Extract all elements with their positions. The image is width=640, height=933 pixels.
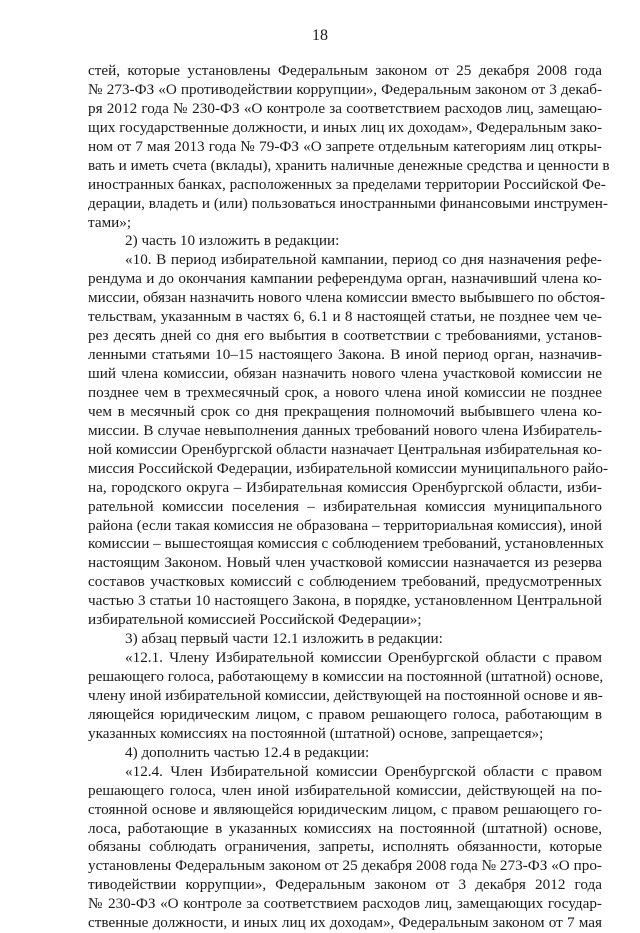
text-line: «10. В период избирательной кампании, период со дня назначения рефе-: [125, 251, 602, 269]
text-line: 3) абзац первый части 12.1 изложить в редакции:: [125, 630, 443, 648]
text-line: тиводействии коррупции», Федеральным законом от 3 декабря 2012 года: [88, 876, 602, 894]
text-line: № 230-ФЗ «О контроле за соответствием расходов лиц, замещающих государ-: [88, 895, 602, 913]
text-line: стей, которые установлены Федеральным законом от 25 декабря 2008 года: [88, 62, 602, 79]
text-line: ственные должности, и иных лиц их доходам», Федеральным законом от 7 мая: [88, 914, 602, 932]
text-line: дерации, владеть и (или) пользоваться иностранными финансовыми инструмен-: [88, 194, 608, 212]
text-line: ляющейся юридическим лицом, с правом решающего голоса, работающим в: [88, 705, 602, 723]
text-line: ший члена комиссии, обязан назначить нового члена участковой комиссии не: [88, 365, 602, 382]
text-line: района (если такая комиссия не образована – территориальная комиссия), иной: [88, 516, 602, 534]
text-line: на, городского округа – Избирательная комиссия Оренбургской области, изби-: [88, 478, 602, 496]
text-line: ленными статьями 10–15 настоящего Закона. В иной период орган, назначив-: [88, 346, 602, 364]
text-line: «12.4. Член Избирательной комиссии Оренбургской области с правом: [125, 762, 602, 780]
text-line: ря 2012 года № 230-ФЗ «О контроле за соответствием расходов лиц, замещаю-: [88, 99, 602, 117]
text-line: обязаны соблюдать ограничения, запреты, исполнять обязанности, которые: [88, 838, 602, 856]
text-line: стоянной основе и являющейся юридическим лицом, с правом решающего го-: [88, 800, 602, 818]
text-line: указанных комиссиях на постоянной (штатной) основе, запрещается»;: [88, 724, 544, 742]
text-line: составов участковых комиссий с соблюдением требований, предусмотренных: [88, 573, 602, 591]
text-line: иностранных банках, расположенных за пределами территории Российской Фе-: [88, 175, 606, 193]
text-line: 2) часть 10 изложить в редакции:: [125, 232, 340, 250]
text-line: комиссии – вышестоящая комиссия с соблюдением требований, установленных: [88, 535, 604, 553]
text-line: лоса, работающие в указанных комиссиях на постоянной (штатной) основе,: [88, 819, 602, 837]
text-line: миссия Российской Федерации, избирательной комиссии муниципального райо-: [88, 459, 609, 477]
text-line: настоящим Законом. Новый член участковой комиссии назначается из резерва: [88, 554, 602, 572]
text-line: рательной комиссии поселения – избирательная комиссия муниципального: [88, 497, 602, 515]
text-line: тельствам, указанным в частях 6, 6.1 и 8 настоящей статьи, не позднее чем че-: [88, 308, 602, 326]
text-line: тами»;: [88, 213, 132, 231]
text-line: миссии. В случае невыполнения данных требований нового члена Избиратель-: [88, 421, 602, 439]
text-line: позднее чем в трехмесячный срок, а нового члена иной комиссии не позднее: [88, 383, 602, 401]
text-line: щих государственные должности, и иных лиц их доходам», Федеральным зако-: [88, 118, 602, 136]
text-line: решающего голоса, работающему в комиссии на постоянной (штатной) основе,: [88, 668, 604, 685]
text-line: рендума и до окончания кампании референдума орган, назначивший члена ко-: [88, 270, 602, 288]
text-line: «12.1. Члену Избирательной комиссии Оренбургской области с правом: [125, 649, 602, 667]
text-line: вать и иметь счета (вклады), хранить наличные денежные средства и ценности в: [88, 156, 610, 174]
text-line: миссии, обязан назначить нового члена комиссии вместо выбывшего по обстоя-: [88, 289, 606, 307]
text-line: ной комиссии Оренбургской области назначает Центральная избирательная ко-: [88, 440, 602, 458]
text-line: ном от 7 мая 2013 года № 79-ФЗ «О запрете отдельным категориям лиц откры-: [88, 137, 602, 155]
text-line: члену иной избирательной комиссии, действующей на постоянной основе и яв-: [88, 686, 603, 704]
text-line: 4) дополнить частью 12.4 в редакции:: [125, 743, 370, 761]
text-line: решающего голоса, член иной избирательной комиссии, действующей на по-: [88, 781, 602, 799]
text-line: установлены Федеральным законом от 25 декабря 2008 года № 273-ФЗ «О про-: [88, 857, 602, 875]
document-body: [88, 62, 610, 933]
text-line: частью 3 статьи 10 настоящего Закона, в порядке, установленном Центральной: [88, 592, 602, 610]
text-line: чем в месячный срок со дня прекращения полномочий выбывшего члена ко-: [88, 402, 602, 420]
text-line: избирательной комиссией Российской Федерации»;: [88, 611, 422, 629]
text-line: № 273-ФЗ «О противодействии коррупции», Федеральным законом от 3 декаб-: [88, 80, 602, 98]
page-number: 18: [312, 27, 328, 44]
text-line: рез десять дней со дня его выбытия в соответствии с требованиями, установ-: [88, 327, 602, 345]
